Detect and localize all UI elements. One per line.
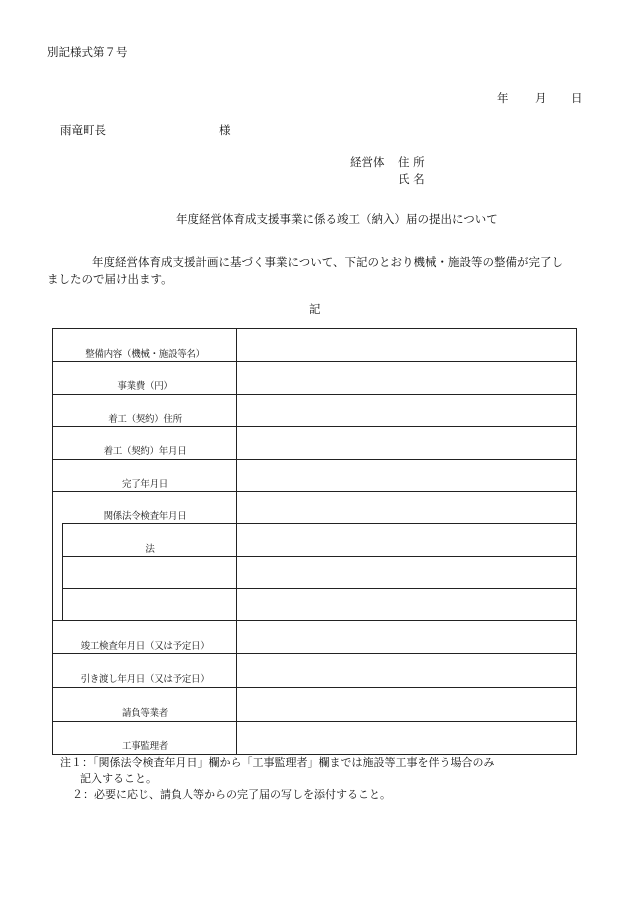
row-label-contractor: 請負等業者 — [121, 708, 169, 719]
applicant-address-label: 住 所 — [398, 155, 425, 169]
value-completion-date[interactable] — [239, 461, 574, 490]
value-start-address[interactable] — [239, 396, 574, 425]
value-handover-date[interactable] — [239, 655, 574, 685]
form-number: 別記様式第７号 — [47, 45, 128, 59]
row-label-completion-date: 完了年月日 — [121, 479, 169, 490]
sub-row-label-2[interactable] — [65, 558, 234, 587]
note-2: ２：必要に応じ、請負人等からの完了届の写しを添付すること。 — [72, 788, 391, 801]
row-label-project-cost: 事業費（円） — [117, 381, 173, 392]
applicant-entity-label: 経営体 — [350, 155, 385, 169]
value-project-cost[interactable] — [239, 363, 574, 392]
document-title: 年度経営体育成支援事業に係る竣工（納入）届の提出について — [176, 212, 498, 226]
row-label-supervisor: 工事監理者 — [121, 741, 169, 752]
value-completion-inspection[interactable] — [239, 622, 574, 651]
value-equipment[interactable] — [239, 331, 574, 360]
row-label-equipment: 整備内容（機械・施設等名） — [85, 349, 205, 360]
note-1-line-1: 注１：「関係法令検査年月日」欄から「工事監理者」欄までは施設等工事を伴う場合のみ — [60, 756, 495, 769]
value-sub-row-3[interactable] — [239, 590, 574, 619]
form-table — [52, 328, 577, 755]
applicant-name-label: 氏 名 — [398, 172, 425, 186]
body-line-1: 年度経営体育成支援計画に基づく事業について、下記のとおり機械・施設等の整備が完了し — [92, 255, 564, 269]
note-1-line-2: 記入すること。 — [80, 772, 157, 785]
value-sub-row-2[interactable] — [239, 558, 574, 587]
ki-heading: 記 — [309, 302, 321, 316]
body-line-2: ましたので届け出ます。 — [47, 272, 173, 286]
value-contractor[interactable] — [239, 689, 574, 719]
value-inspection-group[interactable] — [239, 493, 574, 522]
sub-row-label-law: 法 — [145, 544, 155, 555]
date-month-label: 月 — [535, 91, 547, 105]
sub-row-label-3[interactable] — [65, 590, 234, 619]
recipient-name: 雨竜町長 — [60, 123, 106, 137]
date-day-label: 日 — [571, 91, 583, 105]
row-label-completion-inspection: 竣工検査年月日（又は予定日） — [80, 641, 210, 652]
recipient-honorific: 様 — [219, 123, 231, 137]
value-supervisor[interactable] — [239, 723, 574, 752]
row-label-start-address: 着工（契約）住所 — [108, 414, 182, 425]
value-law[interactable] — [239, 525, 574, 554]
row-label-handover-date: 引き渡し年月日（又は予定日） — [80, 674, 210, 685]
value-start-date[interactable] — [239, 428, 574, 457]
group-label-inspection-date: 関係法令検査年月日 — [103, 511, 187, 522]
date-year-label: 年 — [497, 91, 509, 105]
row-label-start-date: 着工（契約）年月日 — [103, 446, 187, 457]
